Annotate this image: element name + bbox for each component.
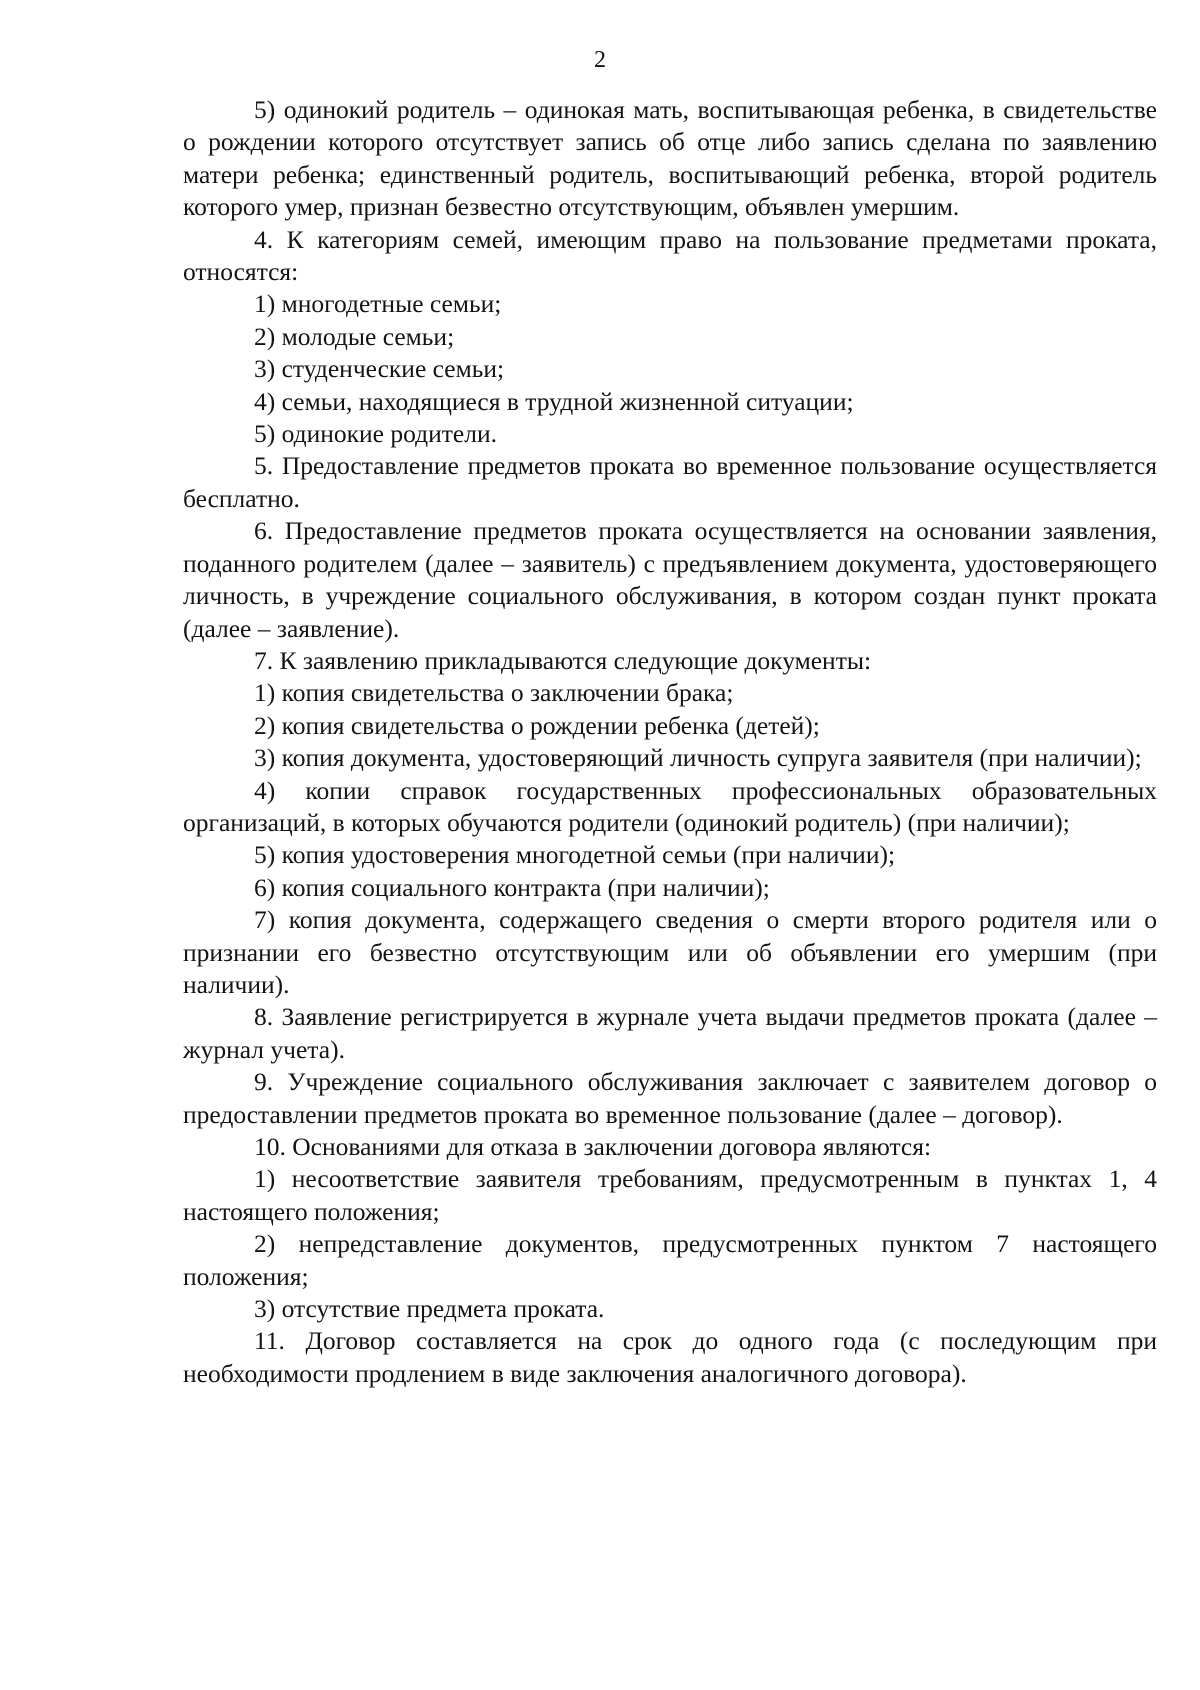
paragraph-clause-9: 9. Учреждение социального обслуживания заключает с заявителем договор о предоставлении предметов проката во временное пользование (далее – договор). [183, 1067, 1157, 1129]
list-item-hardship-families: 4) семьи, находящиеся в трудной жизненной ситуации; [254, 386, 854, 416]
paragraph-clause-10: 10. Основаниями для отказа в заключении договора являются: [254, 1132, 932, 1161]
list-item-spouse-id: 3) копия документа, удостоверяющий личность супруга заявителя (при наличии); [254, 743, 1142, 773]
paragraph-clause-5: 5. Предоставление предметов проката во временное пользование осуществляется бесплатно. [183, 451, 1157, 513]
paragraph-clause-11: 11. Договор составляется на срок до одного года (с последующим при необходимости продлением в виде заключения аналогичного договора). [183, 1326, 1157, 1388]
list-item-requirements-mismatch: 1) несоответствие заявителя требованиям, предусмотренным в пунктах 1, 4 настоящего положения; [183, 1164, 1157, 1226]
paragraph-clause-4: 4. К категориям семей, имеющим право на пользование предметами проката, относятся: [183, 224, 1157, 287]
list-item-single-parents: 5) одинокие родители. [254, 419, 497, 449]
list-item-young-families: 2) молодые семьи; [254, 321, 455, 351]
list-item-large-families: 1) многодетные семьи; [254, 289, 502, 319]
list-item-education-certificates: 4) копии справок государственных профессиональных образовательных организаций, в которых обучаются родители (одинокий родитель) (при наличии); [183, 775, 1157, 837]
list-item-missing-documents: 2) непредставление документов, предусмотренных пунктом 7 настоящего положения; [183, 1229, 1157, 1291]
list-item-social-contract: 6) копия социального контракта (при наличии); [254, 872, 770, 902]
list-item-marriage-certificate: 1) копия свидетельства о заключении брака; [254, 678, 734, 708]
list-item-death-certificate: 7) копия документа, содержащего сведения о смерти второго родителя или о признании его безвестно отсутствующим или об объявлении его умершим (при наличии). [183, 905, 1157, 999]
document-body [183, 94, 1157, 1390]
list-item-no-rental-item: 3) отсутствие предмета проката. [254, 1294, 605, 1324]
paragraph-clause-7: 7. К заявлению прикладываются следующие документы: [254, 645, 872, 675]
list-item-student-families: 3) студенческие семьи; [254, 354, 505, 384]
paragraph-single-parent-definition: 5) одинокий родитель – одинокая мать, воспитывающая ребенка, в свидетельстве о рождении которого отсутствует запись об отце либо запись сделана по заявлению матери ребенка; единственный родитель, воспитывающий ребенка, второй родитель которого умер, признан безвестно отсутствующим, объявлен умершим. [183, 95, 1157, 222]
page-number: 2 [594, 47, 606, 73]
paragraph-clause-6: 6. Предоставление предметов проката осуществляется на основании заявления, поданного родителем (далее – заявитель) с предъявлением документа, удостоверяющего личность, в учреждение социального обслуживания, в котором создан пункт проката (далее – заявление). [183, 516, 1157, 643]
list-item-large-family-certificate: 5) копия удостоверения многодетной семьи (при наличии); [254, 840, 896, 870]
paragraph-clause-8: 8. Заявление регистрируется в журнале учета выдачи предметов проката (далее – журнал учета). [183, 1002, 1157, 1064]
list-item-birth-certificate: 2) копия свидетельства о рождении ребенка (детей); [254, 710, 820, 740]
